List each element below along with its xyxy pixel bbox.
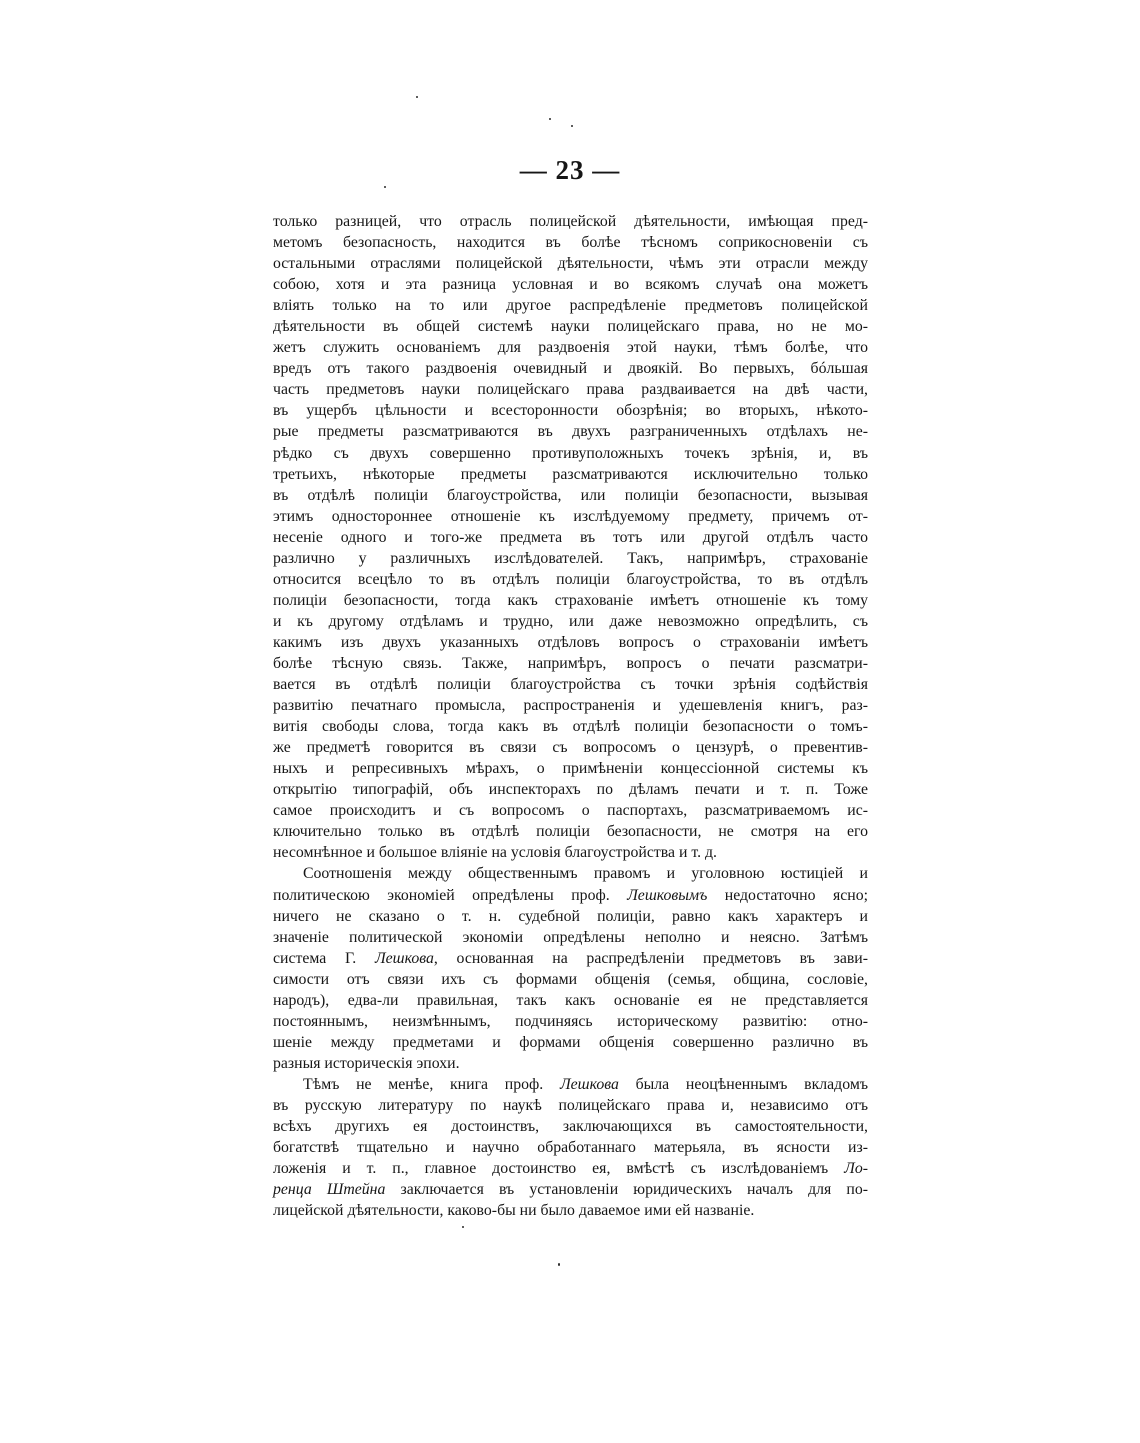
text-line: симости отъ связи ихъ съ формами общенія (семья, община, сословіе, [273,970,868,988]
text-line: ложенія и т. п., главное достоинство ея, вмѣстѣ съ изслѣдованіемъ Ло- [273,1160,868,1178]
text-line: вредъ отъ такого раздвоенія очевидный и двоякій. Во первыхъ, бóльшая [273,360,868,378]
text-line: только разницей, что отрасль полицейской дѣятельности, имѣющая пред- [273,213,868,230]
paragraph [273,1074,868,1221]
text-line: метомъ безопасность, находится въ болѣе тѣсномъ соприкосновеніи съ [273,234,868,252]
text-line: несомнѣнное и большое вліяніе на условія благоустройства и т. д. [273,844,717,862]
text-line: этимъ одностороннее отношеніе къ изслѣдуемому предмету, причемъ от- [273,507,868,525]
body-text [273,211,868,1221]
scan-speck [549,118,551,120]
scan-speck [416,96,418,98]
text-line: ключительно только въ отдѣлѣ полиціи безопасности, не смотря на его [273,823,868,841]
text-line: относится всецѣло то въ отдѣлъ полиціи благоустройства, то въ отдѣлъ [273,570,868,588]
text-line: витія свободы слова, тогда какъ въ отдѣлѣ полиціи безопасности о томъ- [273,718,868,736]
paragraph [273,863,868,1073]
paragraph [273,211,868,863]
text-line: всѣхъ другихъ ея достоинствъ, заключающихся въ самостоятельности, [273,1118,868,1136]
text-line: ренца Штейна заключается въ установленіи юридическихъ началъ для по- [273,1181,868,1199]
text-line: собою, хотя и эта разница условная и во всякомъ случаѣ она можетъ [273,276,868,294]
text-line: значеніе политической экономіи опредѣлены неполно и неясно. Затѣмъ [273,928,868,946]
text-line: въ отдѣлѣ полиціи благоустройства, или полиціи безопасности, вызывая [273,486,868,504]
text-line: развитію печатнаго промысла, распространенія и удешевленія книгъ, раз- [273,697,868,715]
text-line: политическою экономіей опредѣлены проф. Лешковымъ недостаточно ясно; [273,886,868,904]
text-line: дѣятельности въ общей системѣ науки полицейскаго права, но не мо- [273,318,868,336]
scan-speck [462,1226,464,1228]
text-line: лицейской дѣятельности, каково-бы ни было даваемое ими ей названіе. [273,1202,755,1220]
text-line: и къ другому отдѣламъ и трудно, или даже невозможно опредѣлить, съ [273,612,868,630]
text-line: въ ущербъ цѣльности и всесторонности обозрѣнія; во вторыхъ, нѣкото- [273,402,868,420]
text-line: ныхъ и репресивныхъ мѣрахъ, о примѣненіи концессіонной системы къ [273,760,868,778]
text-line: болѣе тѣсную связь. Также, напримѣръ, вопросъ о печати разсматри- [273,654,868,672]
text-line: открытію типографій, объ инспекторахъ по дѣламъ печати и т. п. Тоже [273,781,868,799]
text-line: несеніе одного и того-же предмета въ тотъ или другой отдѣлъ часто [273,528,868,546]
text-line: вается въ отдѣлѣ полиціи благоустройства съ точки зрѣнія содѣйствія [273,676,868,694]
text-line: полиціи безопасности, тогда какъ страхованіе имѣетъ отношеніе къ тому [273,591,868,609]
text-line: система Г. Лешкова, основанная на распредѣленіи предметовъ въ зави- [273,949,868,967]
text-line: Тѣмъ не менѣе, книга проф. Лешкова была неоцѣненнымъ вкладомъ [303,1075,868,1093]
text-line: часть предметовъ науки полицейскаго права раздваивается на двѣ части, [273,381,868,399]
text-line: шеніе между предметами и формами общенія совершенно различно въ [273,1033,868,1051]
text-line: богатствѣ тщательно и научно обработаннаго матерьяла, въ ясности из- [273,1139,868,1157]
text-line: вліять только на то или другое распредѣленіе предметовъ полицейской [273,297,868,315]
text-line: ничего не сказано о т. н. судебной полиціи, равно какъ характеръ и [273,907,868,925]
text-line: въ русскую литературу по наукѣ полицейскаго права и, независимо отъ [273,1096,868,1114]
text-line: рые предметы разсматриваются въ двухъ разграниченныхъ отдѣлахъ не- [273,423,868,441]
text-line: самое происходитъ и съ вопросомъ о паспортахъ, разсматриваемомъ ис- [273,802,868,820]
scan-speck [384,186,386,188]
text-line: различно у различныхъ изслѣдователей. Такъ, напримѣръ, страхованіе [273,549,868,567]
text-line: рѣдко съ двухъ совершенно противуположныхъ точекъ зрѣнія, и, въ [273,444,868,462]
text-line: третьихъ, нѣкоторые предметы разсматриваются исключительно только [273,465,868,483]
text-line: постояннымъ, неизмѣннымъ, подчиняясь историческому развитію: отно- [273,1012,868,1030]
scan-speck [571,125,573,127]
text-line: какимъ изъ двухъ указанныхъ отдѣловъ вопросъ о страхованіи имѣетъ [273,633,868,651]
text-line: Соотношенія между общественнымъ правомъ и уголовною юстиціей и [303,865,868,883]
text-line: народъ), едва-ли правильная, такъ какъ основаніе ея не представляется [273,991,868,1009]
text-line: же предметѣ говорится въ связи съ вопросомъ о цензурѣ, о превентив- [273,739,868,757]
text-line: разныя историческія эпохи. [273,1054,460,1072]
page-number: — 23 — [519,155,621,185]
scan-speck [558,1263,560,1266]
text-line: остальными отраслями полицейской дѣятельности, чѣмъ эти отрасли между [273,255,868,273]
text-line: жетъ служить основаніемъ для раздвоенія этой науки, тѣмъ болѣе, что [273,339,868,357]
